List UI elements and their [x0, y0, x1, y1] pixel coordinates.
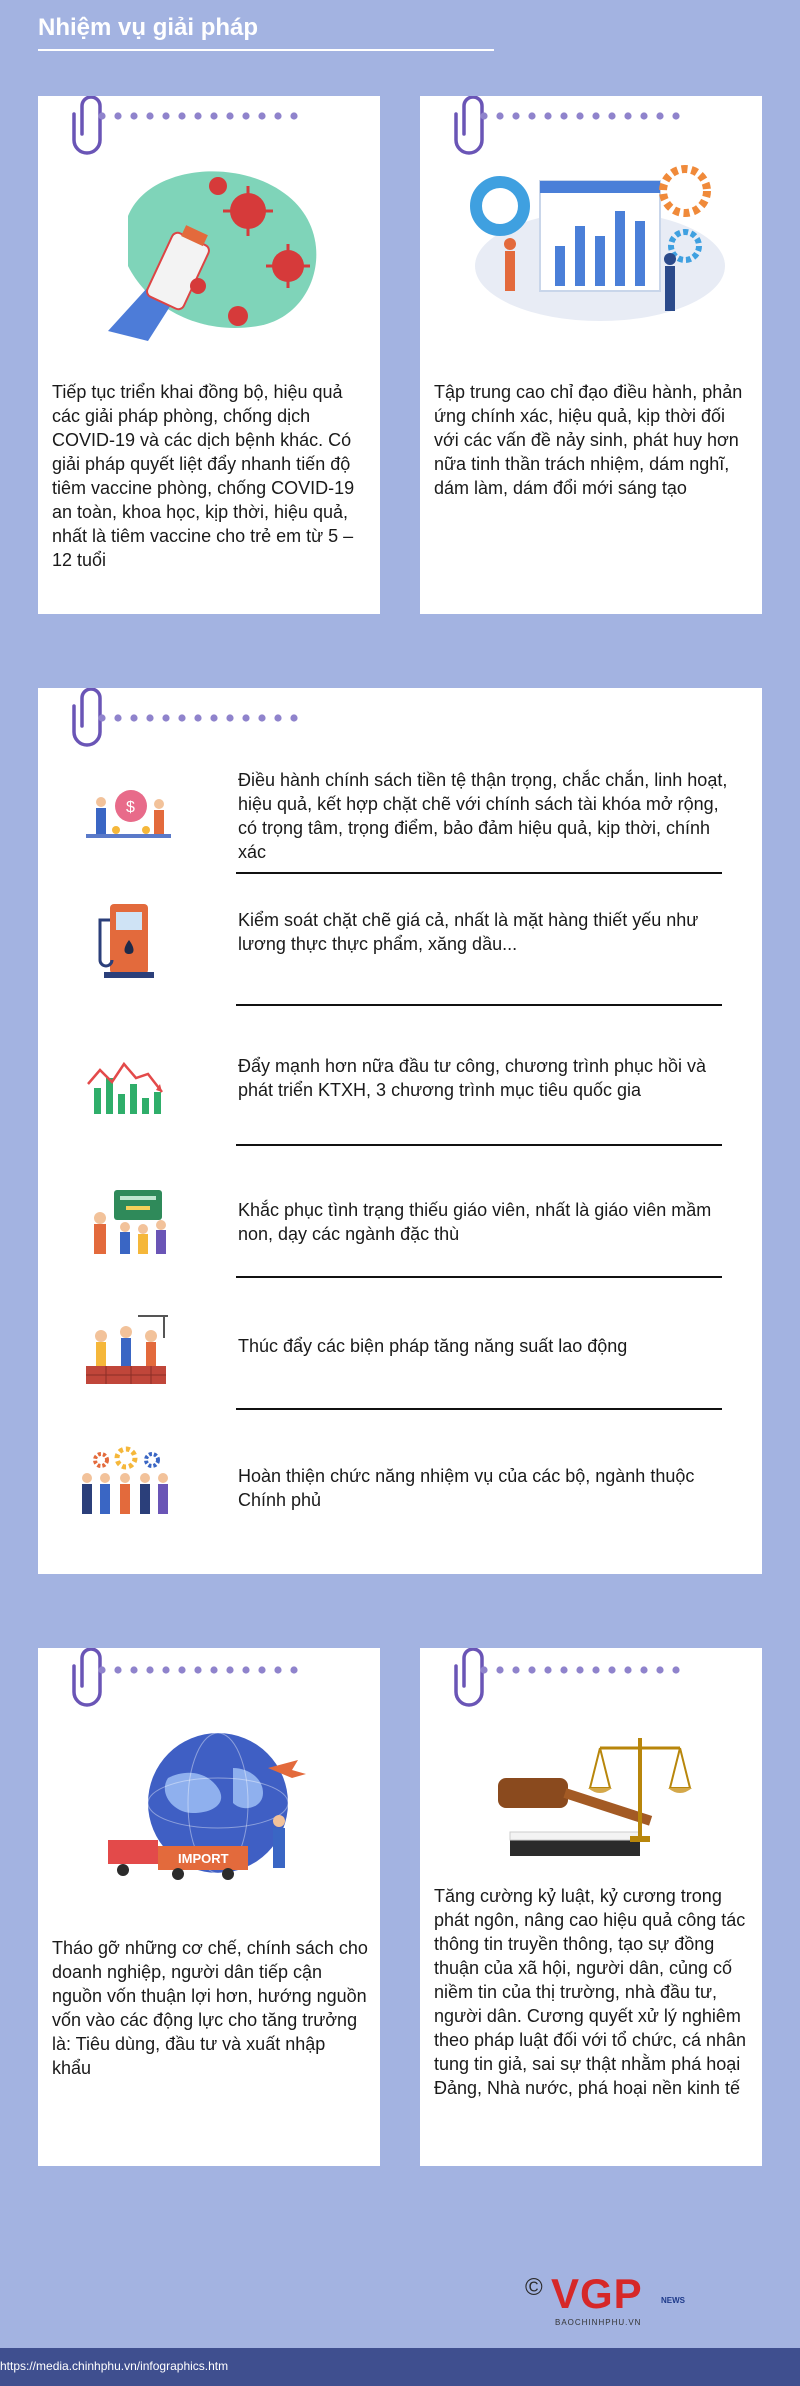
import-globe-illustration [98, 1728, 338, 1888]
fuel-pump-icon [76, 900, 176, 980]
title-underline [38, 49, 494, 51]
import-text: Tháo gỡ những cơ chế, chính sách cho doanh nghiệp, người dân tiếp cận nguồn vốn thuận lợi hơn, hướng nguồn vốn vào các động lực cho tăng trưởng là: Tiêu dùng, đầu tư và xuất nhập khẩu [52, 1938, 368, 2078]
task-text: Điều hành chính sách tiền tệ thận trọng, chắc chắn, linh hoạt, hiệu quả, kết hợp chặt chẽ với chính sách tài khóa mở rộng, có trọng tâm, trọng điểm, bảo đảm hiệu quả, kịp thời, chính xác [238, 770, 728, 862]
divider [236, 1276, 722, 1278]
page-header [38, 14, 494, 42]
logo-news: NEWS [661, 2296, 685, 2305]
card-vaccine [38, 96, 380, 614]
vaccine-illustration [88, 156, 348, 356]
divider [236, 1408, 722, 1410]
money-policy-icon [76, 768, 176, 848]
teachers-icon [76, 1184, 176, 1264]
task-text: Khắc phục tình trạng thiếu giáo viên, nhất là giáo viên mầm non, dạy các ngành đặc thù [238, 1200, 712, 1244]
construction-icon [76, 1312, 176, 1392]
divider [236, 1004, 722, 1006]
law-text: Tăng cường kỷ luật, kỷ cương trong phát ngôn, nâng cao hiệu quả công tác thông tin truyền thông, tạo sự đồng thuận của xã hội, người dân, củng cố niềm tin của thị trường, nhà đầu tư, người dân. Cương quyết xử lý nghiêm theo pháp luật đối với tổ chức, cá nhân tung tin giả, sai sự thật nhằm phá hoại Đảng, Nhà nước, phá hoại nền kinh tế [434, 1886, 747, 2098]
logo-brand: VGP [551, 2270, 643, 2317]
gavel-scales-illustration [470, 1718, 710, 1868]
paper-clip-icon [38, 688, 338, 748]
copyright-mark: © [525, 2274, 543, 2301]
import-label: IMPORT [178, 1851, 229, 1866]
card-task-list [38, 688, 762, 1574]
card-management [420, 96, 762, 614]
analytics-team-illustration [460, 156, 730, 326]
page-title: Nhiệm vụ giải pháp [38, 14, 259, 41]
card-import [38, 1648, 380, 2166]
team-gears-icon [76, 1444, 176, 1524]
task-text: Đẩy mạnh hơn nữa đầu tư công, chương trình phục hồi và phát triển KTXH, 3 chương trình mục tiêu quốc gia [238, 1056, 707, 1100]
management-text: Tập trung cao chỉ đạo điều hành, phản ứng chính xác, hiệu quả, kịp thời đối với các vấn đề nảy sinh, phát huy hơn nữa tinh thần trách nhiệm, dám nghĩ, dám làm, dám đổi mới sáng tạo [434, 382, 743, 498]
divider [236, 872, 722, 874]
paper-clip-icon [420, 96, 720, 156]
logo-site: BAOCHINHPHU.VN [555, 2318, 642, 2327]
vgp-logo [525, 2270, 715, 2330]
task-text: Hoàn thiện chức năng nhiệm vụ của các bộ, ngành thuộc Chính phủ [238, 1466, 695, 1510]
task-text: Thúc đẩy các biện pháp tăng năng suất lao động [238, 1336, 628, 1356]
svg-text:$: $ [126, 799, 135, 816]
task-text: Kiểm soát chặt chẽ giá cả, nhất là mặt hàng thiết yếu như lương thực thực phẩm, xăng dầu... [238, 910, 699, 954]
paper-clip-icon [38, 96, 338, 156]
source-url: https://media.chinhphu.vn/infographics.htm [0, 2359, 229, 2373]
paper-clip-icon [420, 1648, 720, 1708]
vaccine-text: Tiếp tục triển khai đồng bộ, hiệu quả các giải pháp phòng, chống dịch COVID-19 và các dịch bệnh khác. Có giải pháp quyết liệt đẩy nhanh tiến độ tiêm vaccine phòng, chống COVID-19 an toàn, khoa học, kịp thời, hiệu quả, nhất là tiêm vaccine cho trẻ em từ 5 – 12 tuổi [52, 382, 355, 570]
divider [236, 1144, 722, 1146]
paper-clip-icon [38, 1648, 338, 1708]
card-law [420, 1648, 762, 2166]
growth-chart-icon [76, 1048, 176, 1128]
